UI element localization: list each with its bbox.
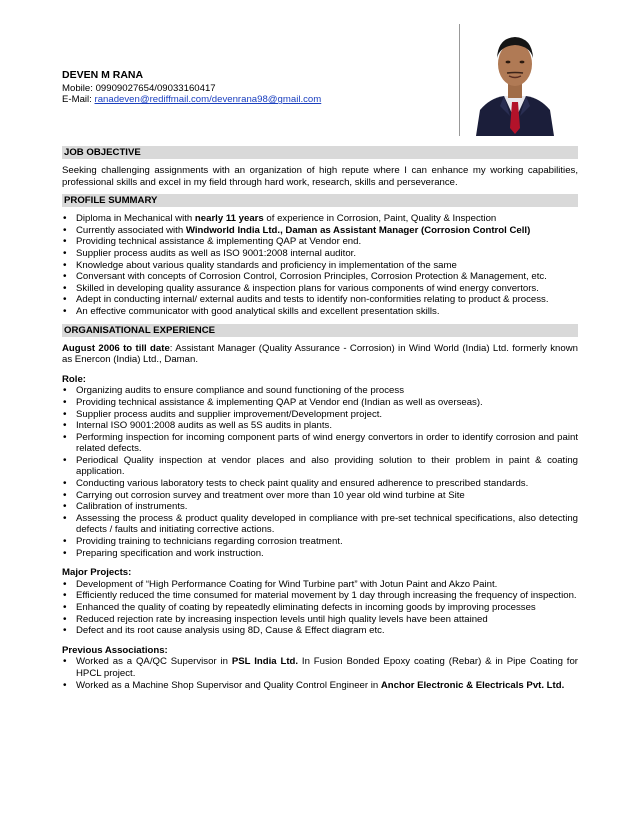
header <box>62 70 442 106</box>
list-item: • An effective communicator with good analytical skills and excellent presentation skills. <box>62 306 578 318</box>
list-item: • Carrying out corrosion survey and treatment over more than 10 year old wind turbine at Site <box>62 490 578 502</box>
email-line <box>62 94 442 106</box>
list-item: • Currently associated with Windworld India Ltd., Daman as Assistant Manager (Corrosion Control Cell) <box>62 225 578 237</box>
list-item: • Supplier process audits as well as ISO 9001:2008 internal auditor. <box>62 248 578 260</box>
list-item: • Knowledge about various quality standards and proficiency in implementation of the same <box>62 260 578 272</box>
employment-period <box>62 343 578 366</box>
previous-associations-list <box>62 656 578 691</box>
list-item: • Enhanced the quality of coating by repeatedly eliminating defects in incoming goods by improving processes <box>62 602 578 614</box>
section-job-objective: JOB OBJECTIVE <box>62 146 578 159</box>
list-item: • Providing technical assistance & implementing QAP at Vendor end. <box>62 236 578 248</box>
list-item: • Defect and its root cause analysis using 8D, Cause & Effect diagram etc. <box>62 625 578 637</box>
list-item: • Organizing audits to ensure compliance and sound functioning of the process <box>62 385 578 397</box>
objective-text: Seeking challenging assignments with an organization of high repute where I can enhance my working capabilities, professional skills and excel in my field through hard work, research, skills and perseverance. <box>62 165 578 188</box>
period-dates: August 2006 to till date <box>62 342 170 354</box>
list-item: • Providing training to technicians regarding corrosion treatment. <box>62 536 578 548</box>
list-item: • Providing technical assistance & implementing QAP at Vendor end (Indian as well as overseas). <box>62 397 578 409</box>
list-item: • Reduced rejection rate by increasing inspection levels until high quality levels have been attained <box>62 614 578 626</box>
list-item: • Worked as a Machine Shop Supervisor and Quality Control Engineer in Anchor Electronic & Electricals Pvt. Ltd. <box>62 680 578 692</box>
list-item: • Skilled in developing quality assurance & inspection plans for various components of wind energy convertors. <box>62 283 578 295</box>
profile-summary-list <box>62 213 578 317</box>
resume-content <box>62 140 578 691</box>
list-item: • Periodical Quality inspection at vendor places and also providing solution to their problem in paint & coating application. <box>62 455 578 478</box>
previous-associations-heading: Previous Associations: <box>62 644 168 656</box>
role-list <box>62 385 578 559</box>
list-item: • Worked as a QA/QC Supervisor in PSL India Ltd. In Fusion Bonded Epoxy coating (Rebar) & in Pipe Coating for HPCL project. <box>62 656 578 679</box>
email-link[interactable]: ranadeven@rediffmail.com/devenrana98@gmail.com <box>94 94 322 106</box>
section-organisational-experience: ORGANISATIONAL EXPERIENCE <box>62 324 578 337</box>
position-description: : Assistant Manager (Quality Assurance - Corrosion) in Wind World (India) Ltd. formerly known as Enercon (India) Ltd., Daman. <box>62 342 578 366</box>
candidate-name: DEVEN M RANA <box>62 69 144 81</box>
list-item: • Development of “High Performance Coating for Wind Turbine part” with Jotun Paint and Akzo Paint. <box>62 579 578 591</box>
list-item: • Calibration of instruments. <box>62 501 578 513</box>
profile-photo <box>459 24 569 136</box>
major-projects-heading: Major Projects: <box>62 567 132 579</box>
list-item: • Preparing specification and work instruction. <box>62 548 578 560</box>
list-item: • Performing inspection for incoming component parts of wind energy convertors in order to identify corrosion and paint related defects. <box>62 432 578 455</box>
list-item: • Internal ISO 9001:2008 audits as well as 5S audits in plants. <box>62 420 578 432</box>
mobile-line: Mobile: 09909027654/09033160417 <box>62 82 216 94</box>
email-label: E-Mail: <box>62 94 95 106</box>
role-heading: Role: <box>62 373 86 385</box>
list-item: • Diploma in Mechanical with nearly 11 years of experience in Corrosion, Paint, Quality & Inspection <box>62 213 578 225</box>
list-item: • Efficiently reduced the time consumed for material movement by 1 day through increasing the frequency of inspection. <box>62 590 578 602</box>
list-item: • Conducting various laboratory tests to check paint quality and ensured adherence to prescribed standards. <box>62 478 578 490</box>
section-profile-summary: PROFILE SUMMARY <box>62 194 578 207</box>
list-item: • Conversant with concepts of Corrosion Control, Corrosion Principles, Corrosion Protection & Management, etc. <box>62 271 578 283</box>
portrait-image <box>460 24 570 136</box>
list-item: • Supplier process audits and supplier improvement/Development project. <box>62 409 578 421</box>
list-item: • Adept in conducting internal/ external audits and tests to identify non-conformities relating to product & process. <box>62 294 578 306</box>
list-item: • Assessing the process & product quality developed in compliance with pre-set technical specifications, also detecting defects / faults and initiating corrective actions. <box>62 513 578 536</box>
major-projects-list <box>62 579 578 637</box>
